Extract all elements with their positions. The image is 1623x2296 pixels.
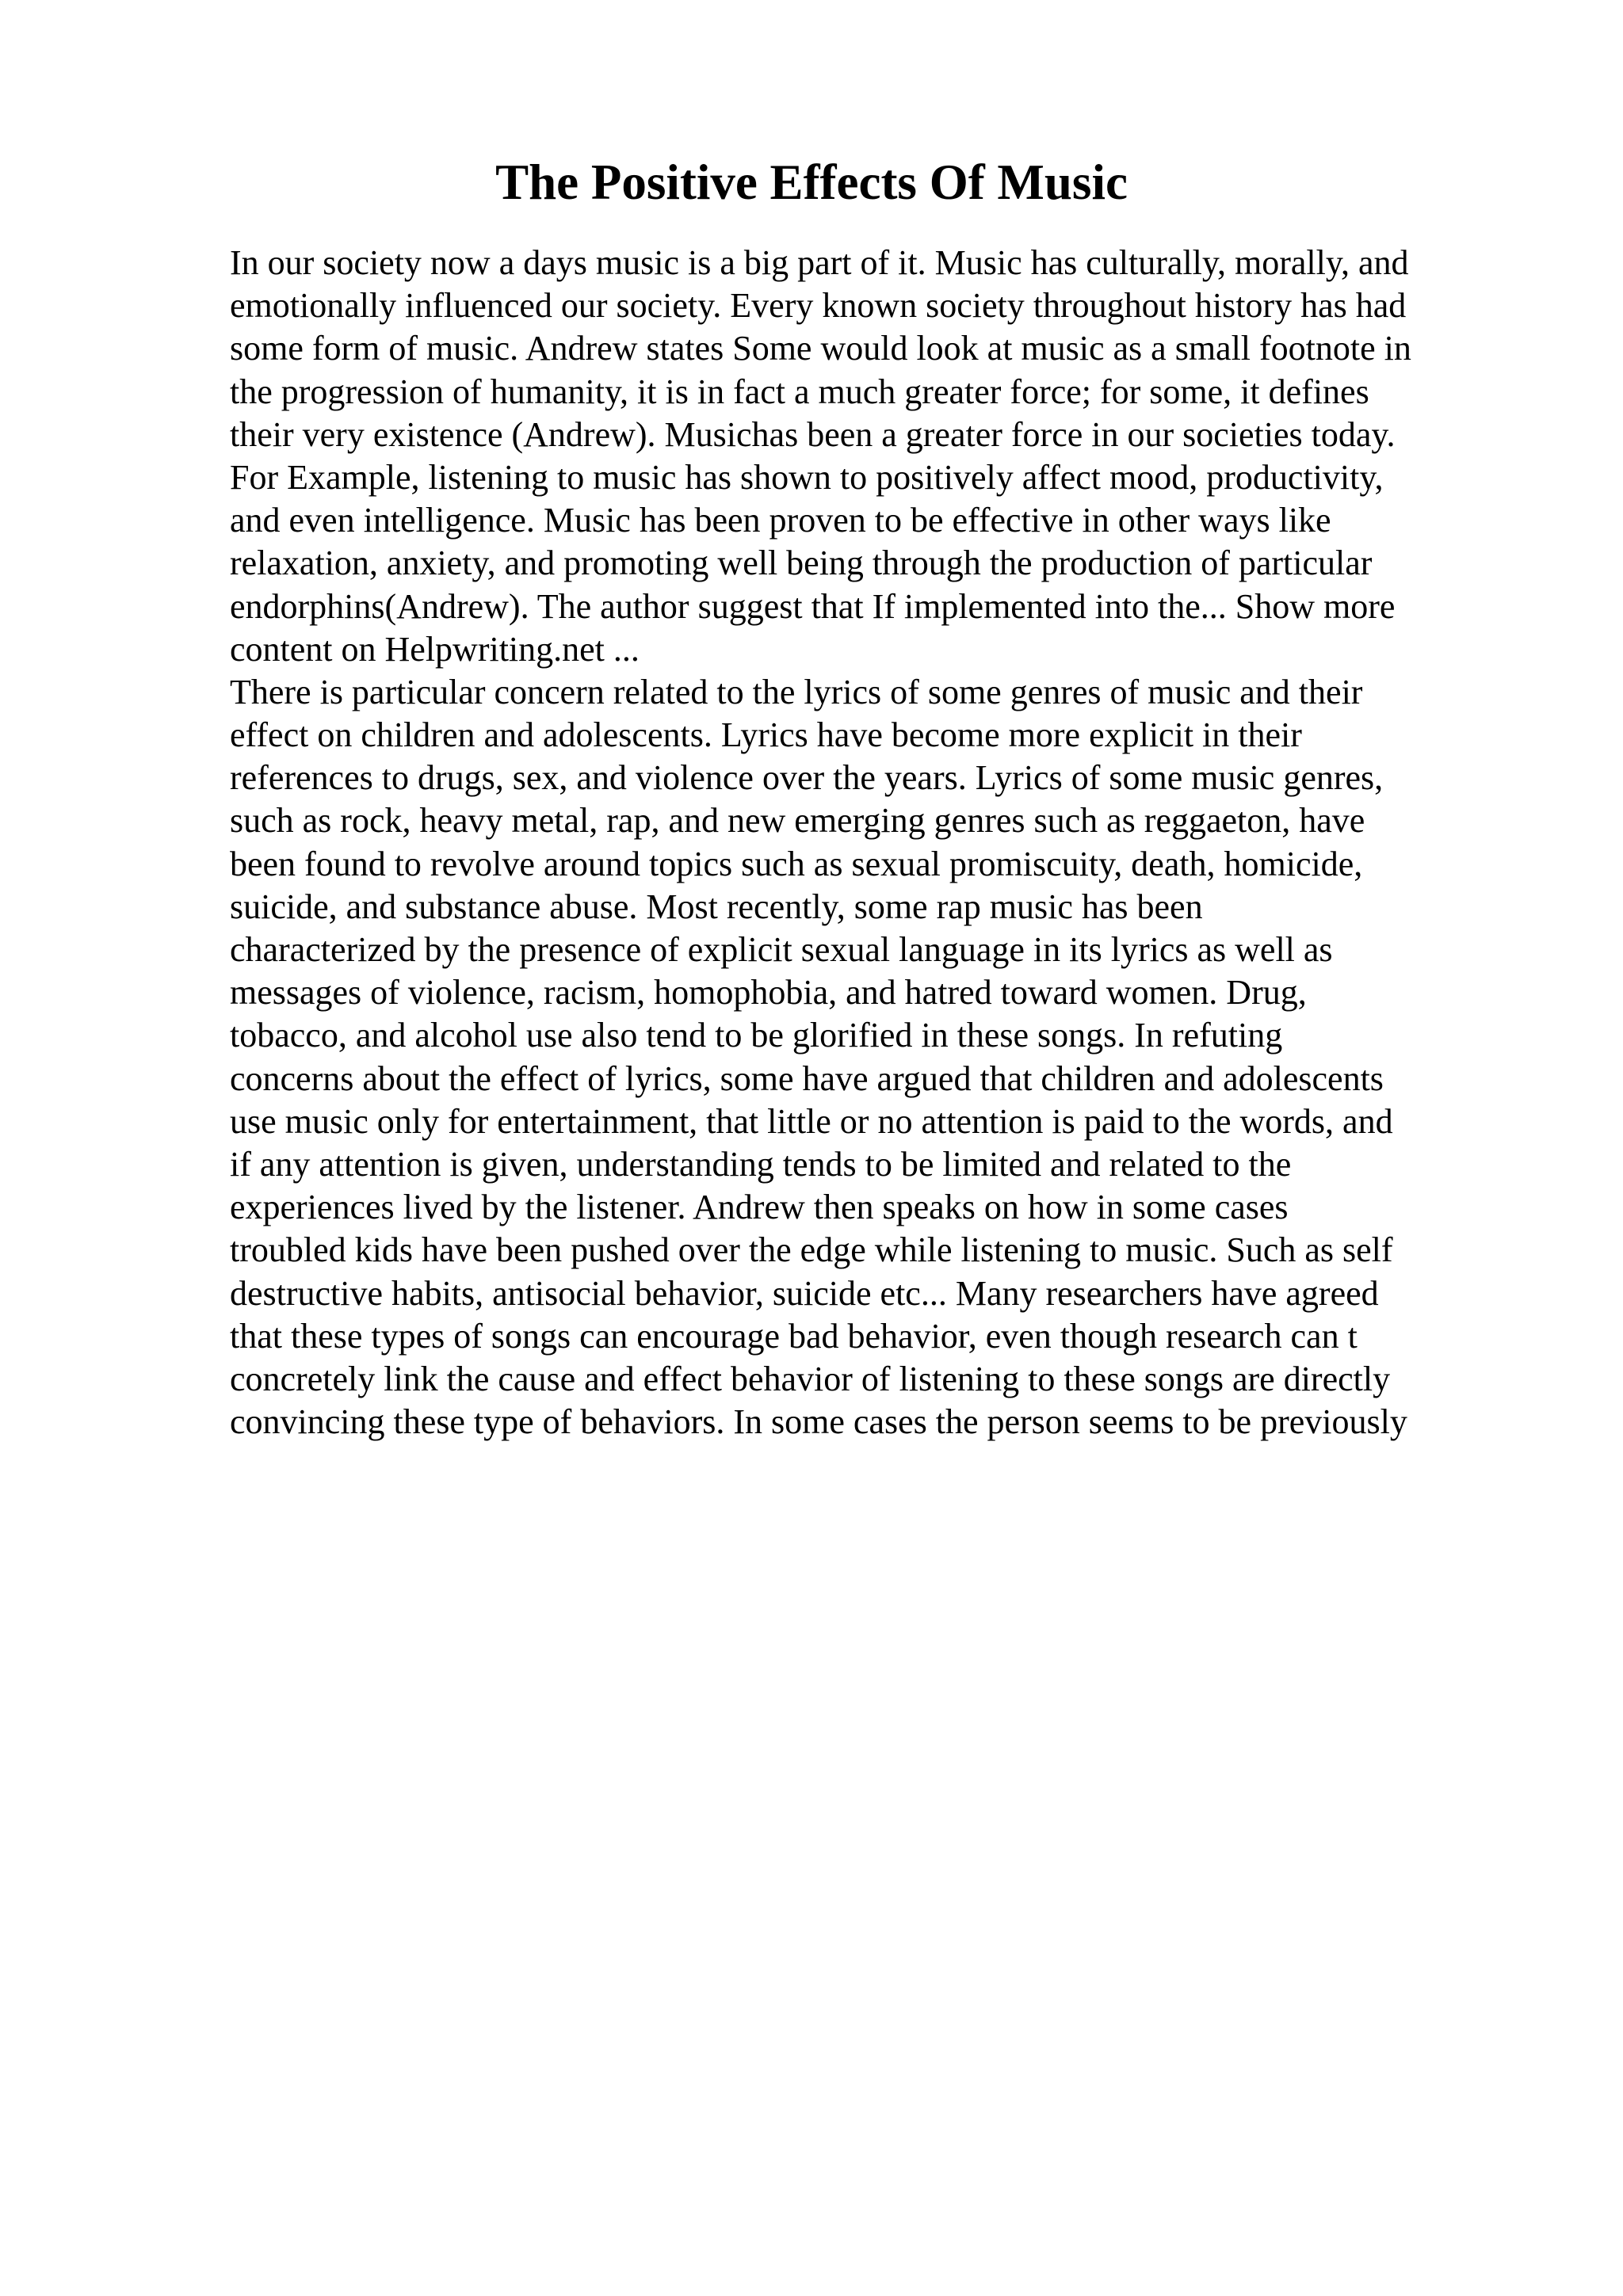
- text-line: effect on children and adolescents. Lyrics have become more explicit in their: [230, 715, 1302, 755]
- text-line: messages of violence, racism, homophobia, and hatred toward women. Drug,: [230, 973, 1307, 1013]
- text-line: that these types of songs can encourage bad behavior, even though research can t: [230, 1316, 1358, 1356]
- text-line: concerns about the effect of lyrics, some have argued that children and adolescents: [230, 1058, 1384, 1098]
- text-line: tobacco, and alcohol use also tend to be glorified in these songs. In refuting: [230, 1016, 1283, 1055]
- text-line: troubled kids have been pushed over the edge while listening to music. Such as self: [230, 1230, 1393, 1270]
- text-line: endorphins(Andrew). The author suggest that If implemented into the... Show more: [230, 586, 1396, 626]
- text-line: experiences lived by the listener. Andrew then speaks on how in some cases: [230, 1188, 1289, 1227]
- text-line: characterized by the presence of explicit sexual language in its lyrics as well as: [230, 930, 1333, 969]
- text-line: suicide, and substance abuse. Most recently, some rap music has been: [230, 887, 1203, 926]
- text-line: destructive habits, antisocial behavior, suicide etc... Many researchers have agreed: [230, 1273, 1379, 1313]
- text-line: In our society now a days music is a big part of it. Music has culturally, morally, and: [230, 243, 1409, 282]
- text-line: references to drugs, sex, and violence over the years. Lyrics of some music genres,: [230, 758, 1384, 798]
- text-line: such as rock, heavy metal, rap, and new emerging genres such as reggaeton, have: [230, 801, 1365, 841]
- text-line: concretely link the cause and effect behavior of listening to these songs are directly: [230, 1359, 1391, 1398]
- text-line: relaxation, anxiety, and promoting well being through the production of particular: [230, 543, 1373, 583]
- text-line: There is particular concern related to the lyrics of some genres of music and their: [230, 672, 1363, 711]
- text-line: their very existence (Andrew). Musichas been a greater force in our societies today.: [230, 414, 1396, 454]
- text-line: content on Helpwriting.net ...: [230, 629, 640, 669]
- document-title: The Positive Effects Of Music: [495, 154, 1128, 210]
- document-body: [230, 242, 1498, 1444]
- text-line: emotionally influenced our society. Every known society throughout history has had: [230, 286, 1407, 326]
- text-line: if any attention is given, understanding tends to be limited and related to the: [230, 1144, 1292, 1184]
- text-line: For Example, listening to music has shown to positively affect mood, productivity,: [230, 457, 1384, 497]
- text-line: the progression of humanity, it is in fact a much greater force; for some, it defines: [230, 372, 1369, 411]
- text-line: convincing these type of behaviors. In some cases the person seems to be previously: [230, 1402, 1407, 1442]
- text-line: use music only for entertainment, that little or no attention is paid to the words, and: [230, 1101, 1393, 1141]
- text-line: some form of music. Andrew states Some would look at music as a small footnote in: [230, 329, 1411, 368]
- text-line: been found to revolve around topics such as sexual promiscuity, death, homicide,: [230, 844, 1363, 883]
- text-line: and even intelligence. Music has been proven to be effective in other ways like: [230, 501, 1331, 540]
